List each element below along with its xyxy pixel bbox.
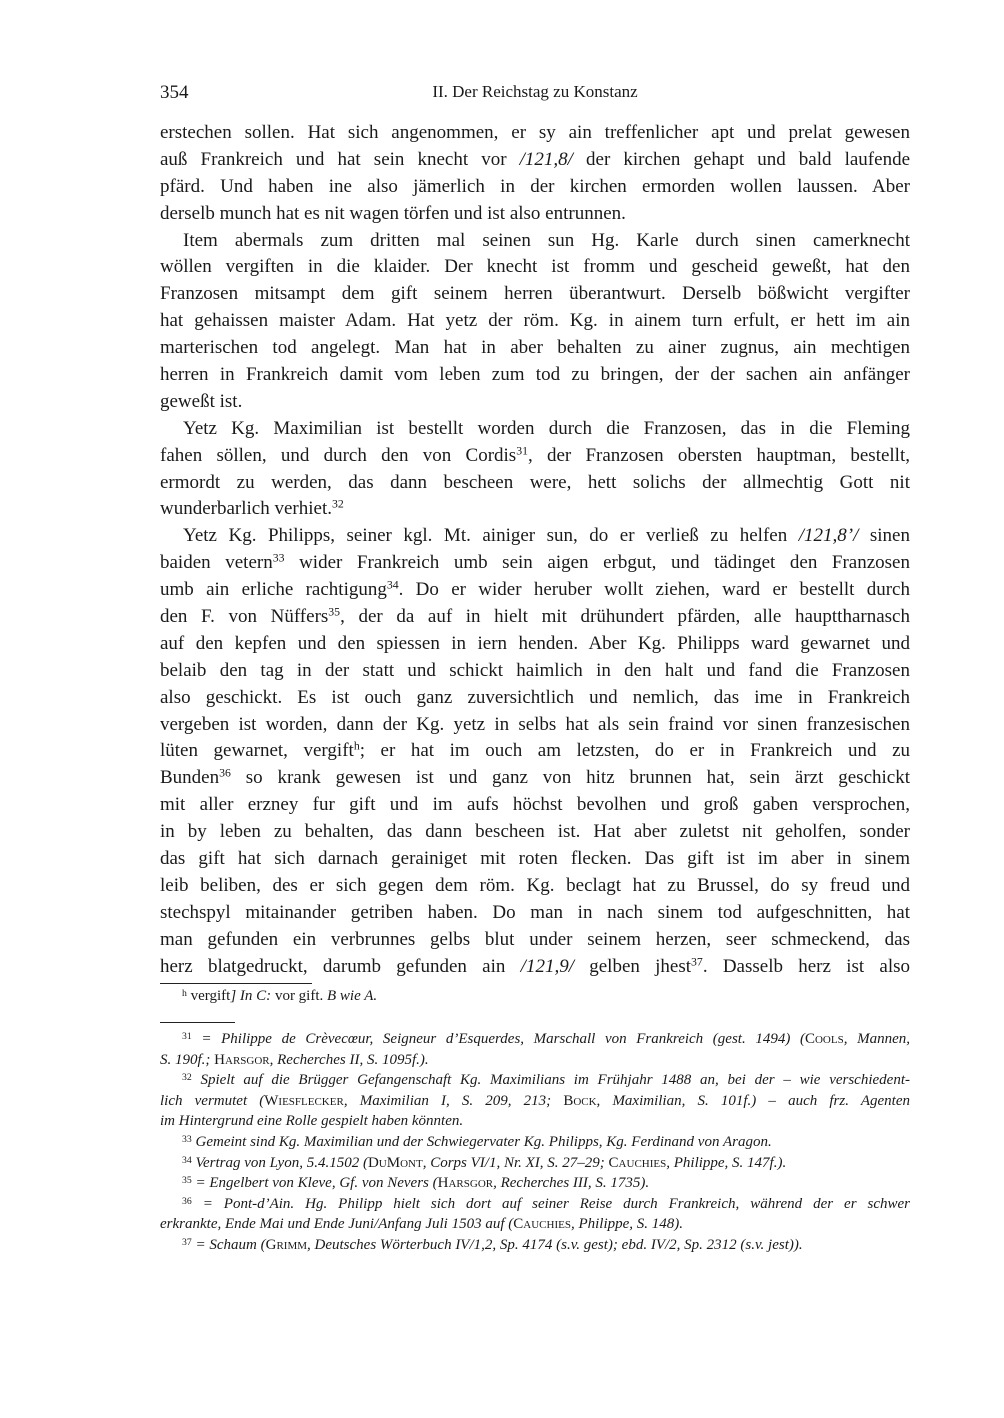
- text-span: wunderbarlich verhiet.: [160, 498, 332, 520]
- critical-apparatus: [160, 986, 910, 1007]
- text-span: , Mannen,: [843, 1031, 910, 1047]
- text-span: so krank gewesen ist und ganz von hitz brunnen hat, sein ärzt geschickt: [230, 767, 910, 789]
- text-span: Harsgor: [214, 1051, 270, 1068]
- text-line: [160, 927, 910, 954]
- text-line: [160, 792, 910, 819]
- text-span: , Deutsches Wörterbuch IV/1,2, Sp. 4174 (s.v. gest); ebd. IV/2, Sp. 2312 (s.v. jest)).: [307, 1236, 803, 1253]
- text-span: , Recherches III, S. 1735).: [493, 1175, 650, 1192]
- text-span: , der da auf in hielt mit drühundert pfärden, alle haupttharnasch: [340, 606, 910, 628]
- text-span: , Maximilian, S. 101f.) – auch frz. Agenten: [596, 1092, 910, 1109]
- text-span: = Philippe de Crèvecœur, Seigneur d’Esquerdes, Marschall von Frankreich (gest. 1494) (: [191, 1031, 805, 1047]
- text-span: . Dasselb herz ist also: [702, 955, 911, 977]
- text-line: [160, 577, 910, 604]
- text-span: Cauchies: [513, 1216, 571, 1233]
- text-span: der kirchen gehapt und bald laufende: [572, 148, 910, 170]
- note-marker: 35: [182, 1175, 192, 1187]
- text-line: [160, 631, 910, 658]
- text-span: vergeben ist worden, dann der Kg. yetz in selbs hat als sein fraind vor sinen franzesischen: [160, 713, 910, 735]
- note-marker: 32: [182, 1072, 192, 1084]
- text-line: [160, 954, 910, 981]
- note-marker: 37: [691, 955, 703, 969]
- text-span: belaib den tag in der statt und schickt haimlich in den halt und fand die Franzosen: [160, 659, 910, 681]
- text-span: Yetz Kg. Philipps, seiner kgl. Mt. ainiger sun, do er verließ zu helfen: [183, 525, 799, 547]
- footnotes: [160, 1029, 910, 1256]
- text-span: man gefunden ein verbrunnes gelbs blut under seinem herzen, seer schmeckend, das: [160, 928, 910, 950]
- text-span: Harsgor: [437, 1175, 494, 1192]
- text-span: B wie A.: [327, 988, 378, 1004]
- text-span: /121,9/: [520, 955, 574, 977]
- footnote-line: [160, 1050, 910, 1071]
- main-text: [160, 120, 910, 981]
- text-span: erkrankte, Ende Mai und Ende Juni/Anfang Juli 1503 auf (: [160, 1216, 514, 1233]
- text-line: [160, 550, 910, 577]
- text-span: baiden vetern: [160, 552, 273, 574]
- text-span: . Do er wider heruber wollt ziehen, ward er bestellt durch: [398, 579, 910, 601]
- note-marker: 34: [182, 1154, 192, 1166]
- text-span: lich vermutet (: [160, 1092, 265, 1109]
- text-span: , Corps VI/1, Nr. XI, S. 27–29;: [422, 1154, 609, 1171]
- text-span: Spielt auf die Brügger Gefangenschaft Kg. Maximilians im Frühjahr 1488 an, bei der – wie verschiedent-: [191, 1072, 910, 1089]
- text-line: [160, 335, 910, 362]
- note-marker: 34: [386, 578, 399, 592]
- note-marker: h: [182, 988, 187, 1000]
- note-marker: 35: [328, 605, 341, 619]
- text-span: ] In C:: [230, 988, 272, 1004]
- text-line: [160, 658, 910, 685]
- note-marker: 33: [272, 551, 285, 565]
- footnote-line: [160, 1132, 910, 1153]
- text-line: [160, 416, 910, 443]
- text-span: = Pont-d’Ain. Hg. Philipp hielt sich dort auf seiner Reise durch Frankreich, während der er schwer: [191, 1195, 910, 1212]
- text-span: vor gift.: [271, 988, 328, 1004]
- text-span: , Philippe, S. 148).: [570, 1216, 684, 1233]
- text-span: /121,8/: [519, 148, 573, 170]
- text-line: [160, 389, 910, 416]
- text-span: , Philippe, S. 147f.).: [666, 1154, 787, 1171]
- text-span: den F. von Nüffers: [160, 606, 329, 628]
- note-marker: 36: [182, 1195, 192, 1207]
- text-span: pfärd. Und haben ine also jämerlich in der kirchen ermorden wollen laussen. Aber: [160, 175, 910, 197]
- text-span: fahen söllen, und durch den von Cordis: [160, 444, 517, 466]
- text-span: wider Frankreich umb sein aigen erbgut, und tädinget den Franzosen: [284, 552, 910, 574]
- text-span: gelben jhest: [573, 955, 692, 977]
- text-span: Grimm: [265, 1236, 308, 1253]
- text-line: [160, 470, 910, 497]
- text-line: [160, 443, 910, 470]
- text-span: Franzosen mitsampt dem gift seinem herren überantwurt. Derselb bößwicht vergifter: [160, 283, 910, 305]
- text-span: geweßt ist.: [160, 390, 243, 412]
- text-span: Yetz Kg. Maximilian ist bestellt worden durch die Franzosen, das in die Fleming: [183, 417, 910, 439]
- text-line: [160, 604, 910, 631]
- note-marker: 31: [182, 1031, 192, 1043]
- text-line: [160, 120, 910, 147]
- text-span: auf den kepfen und den spiessen in iern henden. Aber Kg. Philipps ward gewarnet und: [160, 632, 910, 654]
- text-span: Vertrag von Lyon, 5.4.1502 (: [191, 1154, 368, 1171]
- page-header: [160, 82, 910, 108]
- apparatus-line: [160, 986, 910, 1007]
- text-line: [160, 228, 910, 255]
- text-span: leib beliben, des er sich gegen dem röm. Kg. beclagt hat zu Brussel, do sy freud und: [160, 874, 910, 896]
- text-span: = Schaum (: [191, 1236, 266, 1253]
- text-span: sinen: [858, 525, 910, 547]
- footnote-line: [160, 1173, 910, 1194]
- text-line: [160, 712, 910, 739]
- text-line: [160, 873, 910, 900]
- text-span: vergift: [186, 988, 231, 1004]
- footnote-line: [160, 1070, 910, 1091]
- note-marker: h: [353, 740, 360, 754]
- footnote-line: [160, 1235, 910, 1256]
- note-marker: 32: [331, 498, 344, 511]
- text-line: [160, 523, 910, 550]
- text-span: herz blatgedruckt, darumb gefunden ain: [160, 955, 521, 977]
- footnote-line: [160, 1214, 910, 1235]
- footnote-line: [160, 1091, 910, 1112]
- note-marker: 37: [182, 1237, 192, 1249]
- text-span: ; er hat im ouch am letzsten, do er in Frankreich und zu: [359, 740, 910, 762]
- text-span: Bock: [563, 1092, 597, 1109]
- text-span: erstechen sollen. Hat sich angenommen, er sy ain treffenlicher apt und prelat gewesen: [160, 122, 910, 143]
- text-span: /121,8’/: [798, 525, 859, 547]
- text-span: das gift hat sich darnach gerainiget mit roten flecken. Das gift ist im aber in sinem: [160, 848, 910, 870]
- text-line: [160, 765, 910, 792]
- page-number: 354: [160, 82, 189, 103]
- text-span: herren in Frankreich damit vom leben zum tod zu bringen, der der sachen ain anfänger: [160, 364, 910, 386]
- note-marker: 31: [516, 444, 528, 458]
- text-line: [160, 308, 910, 335]
- text-span: lüten gewarnet, vergift: [160, 740, 354, 762]
- text-line: [160, 147, 910, 174]
- apparatus-rule: [160, 983, 312, 984]
- text-span: im Hintergrund eine Rolle gespielt haben könnten.: [160, 1113, 464, 1130]
- text-span: S. 190f.;: [160, 1051, 215, 1068]
- text-span: in by leben zu behalten, das dann bescheen ist. Hat aber zuletst nit geholfen, sonder: [160, 821, 910, 843]
- text-span: mit aller erzney fur gift und im aufs höchst bevolhen und groß gaben versprochen,: [160, 794, 910, 816]
- text-span: Item abermals zum dritten mal seinen sun Hg. Karle durch sinen camerknecht: [183, 229, 910, 251]
- text-span: = Engelbert von Kleve, Gf. von Nevers (: [191, 1175, 438, 1192]
- text-line: [160, 819, 910, 846]
- text-span: , Recherches II, S. 1095f.).: [269, 1051, 429, 1068]
- text-span: auß Frankreich und hat sein knecht vor: [160, 148, 520, 170]
- footnote-line: [160, 1153, 910, 1174]
- text-span: Cauchies: [608, 1154, 667, 1171]
- text-span: , Maximilian I, S. 209, 213;: [343, 1092, 564, 1109]
- running-title: II. Der Reichstag zu Konstanz: [432, 82, 638, 101]
- text-line: [160, 496, 910, 523]
- text-span: Bunden: [160, 767, 220, 789]
- text-span: wöllen vergiften in die klaider. Der knecht ist fromm und gescheid geweßt, hat den: [160, 256, 910, 278]
- footnote-line: [160, 1111, 910, 1132]
- text-span: DuMont: [367, 1154, 423, 1171]
- text-line: [160, 174, 910, 201]
- text-span: , der Franzosen obersten hauptman, bestellt,: [527, 444, 910, 466]
- text-line: [160, 254, 910, 281]
- footnote-line: [160, 1029, 910, 1050]
- text-span: Wiesflecker: [264, 1092, 344, 1109]
- footnote-rule: [160, 1022, 235, 1023]
- text-span: Cools: [804, 1031, 844, 1047]
- text-line: [160, 362, 910, 389]
- text-line: [160, 900, 910, 927]
- text-span: hat gehaissen maister Adam. Hat yetz der röm. Kg. in ainem turn erfult, er hett im ain: [160, 310, 910, 332]
- text-span: umb ain erliche rachtigung: [160, 579, 387, 601]
- text-span: derselb munch hat es nit wagen törfen und ist also entrunnen.: [160, 202, 626, 224]
- footnote-line: [160, 1194, 910, 1215]
- text-line: [160, 201, 910, 228]
- text-span: ermordt zu werden, das dann bescheen were, hett solichs der allmechtig Gott nit: [160, 471, 910, 493]
- text-line: [160, 846, 910, 873]
- text-span: Gemeint sind Kg. Maximilian und der Schwiegervater Kg. Philipps, Kg. Ferdinand von Aragon.: [191, 1133, 772, 1150]
- note-marker: 36: [219, 766, 231, 780]
- text-line: [160, 738, 910, 765]
- note-marker: 33: [182, 1134, 192, 1146]
- text-line: [160, 281, 910, 308]
- text-span: stechspyl mitainander getriben haben. Do man in nach sinem tod aufgeschnitten, hat: [160, 901, 910, 923]
- text-span: also geschickt. Es ist ouch ganz zuversichtlich und nemlich, das ime in Frankreich: [160, 686, 910, 708]
- text-line: [160, 685, 910, 712]
- text-span: marterischen tod angelegt. Man hat in aber behalten zu ainer zugnus, ain mechtigen: [160, 337, 910, 359]
